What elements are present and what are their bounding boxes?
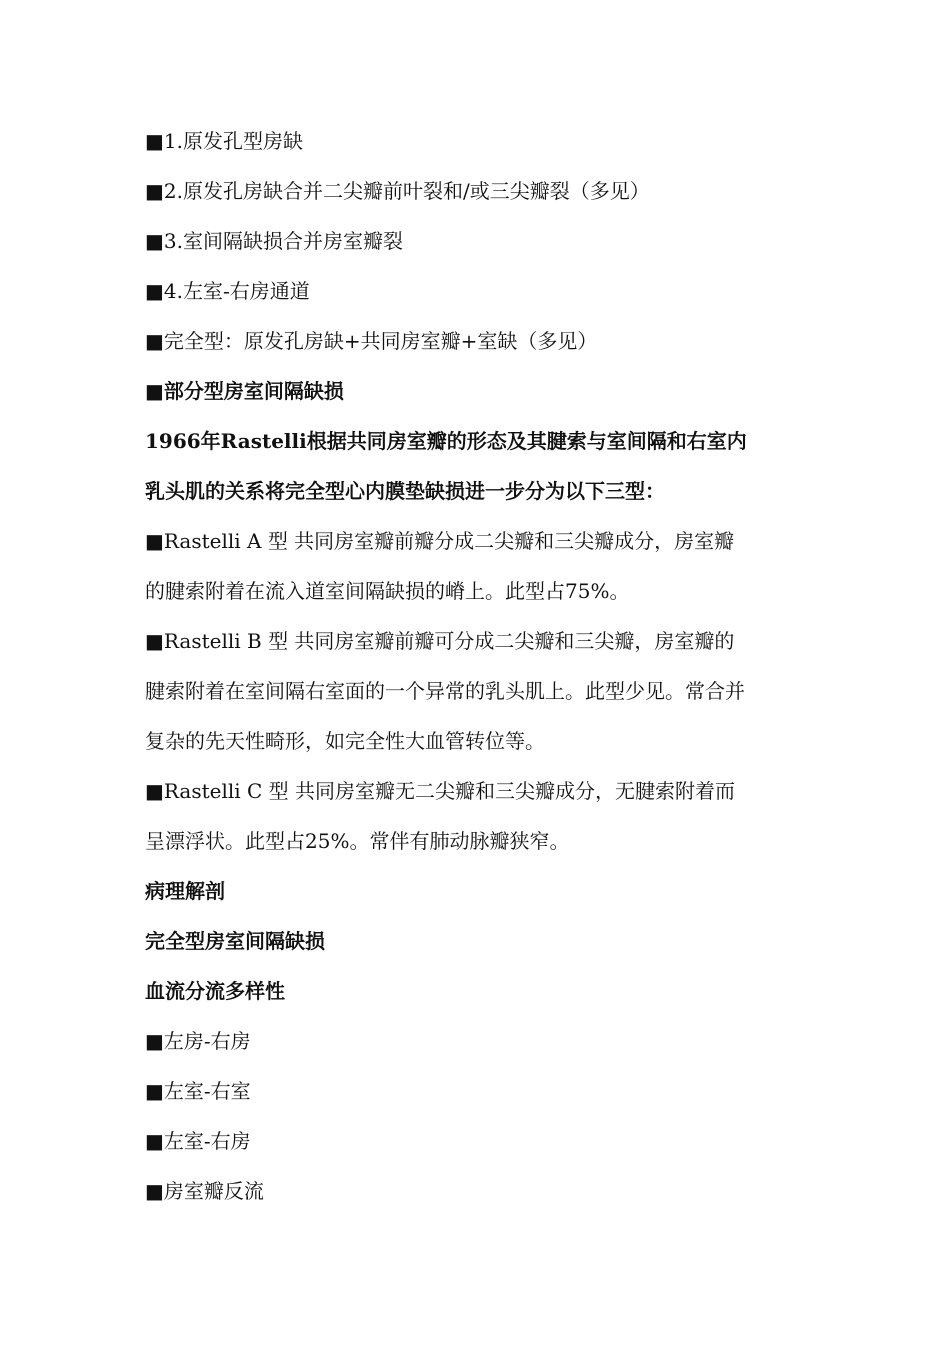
list-item-lv-rv: ■左室-右室 [145, 1079, 251, 1103]
paragraph-rastelli-intro: 1966年Rastelli根据共同房室瓣的形态及其腱索与室间隔和右室内 [145, 429, 747, 453]
list-item-complete-type: ■完全型：原发孔房缺+共同房室瓣+室缺（多见） [145, 329, 598, 353]
paragraph-rastelli-intro-cont: 乳头肌的关系将完全型心内膜垫缺损进一步分为以下三型： [145, 479, 665, 503]
heading-complete-avsd: 完全型房室间隔缺损 [145, 929, 325, 953]
section-heading-partial: ■部分型房室间隔缺损 [145, 379, 344, 403]
list-item-lv-ra: ■左室-右房 [145, 1129, 251, 1153]
list-item-la-ra: ■左房-右房 [145, 1029, 251, 1053]
list-item-rastelli-b: ■Rastelli B 型 共同房室瓣前瓣可分成二尖瓣和三尖瓣，房室瓣的 [145, 629, 735, 653]
heading-shunt-diversity: 血流分流多样性 [145, 979, 285, 1003]
list-item-type-2: ■2.原发孔房缺合并二尖瓣前叶裂和/或三尖瓣裂（多见） [145, 179, 650, 203]
list-item-rastelli-c-cont: 呈漂浮状。此型占25%。常伴有肺动脉瓣狭窄。 [145, 829, 570, 853]
list-item-type-4: ■4.左室-右房通道 [145, 279, 310, 303]
list-item-rastelli-c: ■Rastelli C 型 共同房室瓣无二尖瓣和三尖瓣成分，无腱索附着而 [145, 779, 736, 803]
heading-pathology: 病理解剖 [145, 879, 225, 903]
list-item-type-1: ■1.原发孔型房缺 [145, 129, 303, 153]
list-item-rastelli-a: ■Rastelli A 型 共同房室瓣前瓣分成二尖瓣和三尖瓣成分，房室瓣 [145, 529, 735, 553]
list-item-av-regurgitation: ■房室瓣反流 [145, 1179, 264, 1203]
list-item-rastelli-b-cont: 腱索附着在室间隔右室面的一个异常的乳头肌上。此型少见。常合并 [145, 679, 745, 703]
list-item-type-3: ■3.室间隔缺损合并房室瓣裂 [145, 229, 403, 253]
list-item-rastelli-b-cont2: 复杂的先天性畸形，如完全性大血管转位等。 [145, 729, 545, 753]
list-item-rastelli-a-cont: 的腱索附着在流入道室间隔缺损的嵴上。此型占75%。 [145, 579, 630, 603]
